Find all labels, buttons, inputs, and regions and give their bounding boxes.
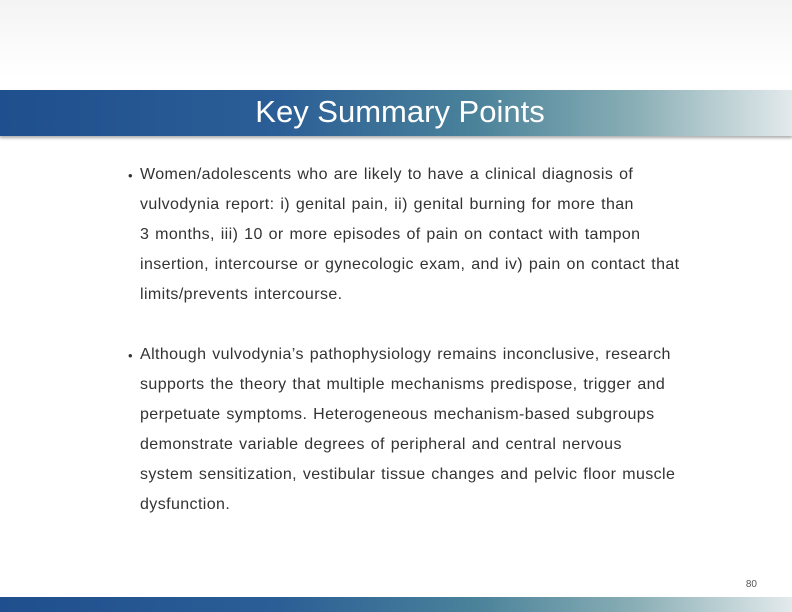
bullet-line: insertion, intercourse or gynecologic exam, and iv) pain on contact that (140, 256, 680, 273)
bullet-line: perpetuate symptoms. Heterogeneous mechanism-based subgroups (140, 406, 655, 423)
bullet-line: Although vulvodynia’s pathophysiology remains inconclusive, research (140, 346, 671, 363)
bullet-line: 3 months, iii) 10 or more episodes of pain on contact with tampon (140, 226, 641, 243)
bullet-line: vulvodynia report: i) genital pain, ii) genital burning for more than (140, 196, 634, 213)
page-number: 80 (745, 579, 757, 590)
title-banner-shadow (0, 136, 792, 140)
bullet-line: demonstrate variable degrees of peripheral and central nervous (140, 436, 622, 453)
bullet-point-1 (140, 160, 740, 310)
bullet-line: limits/prevents intercourse. (140, 286, 343, 303)
bullet-point-2 (140, 340, 740, 520)
bullet-line: system sensitization, vestibular tissue changes and pelvic floor muscle (140, 466, 676, 483)
bullet-line: dysfunction. (140, 496, 231, 513)
bullet-marker: • (128, 348, 133, 363)
header-background (0, 0, 792, 90)
footer-banner (0, 597, 792, 612)
bullet-line: Women/adolescents who are likely to have a clinical diagnosis of (140, 166, 634, 183)
bullet-marker: • (128, 168, 133, 183)
slide-title: Key Summary Points (255, 94, 545, 129)
bullet-line: supports the theory that multiple mechanisms predispose, trigger and (140, 376, 666, 393)
